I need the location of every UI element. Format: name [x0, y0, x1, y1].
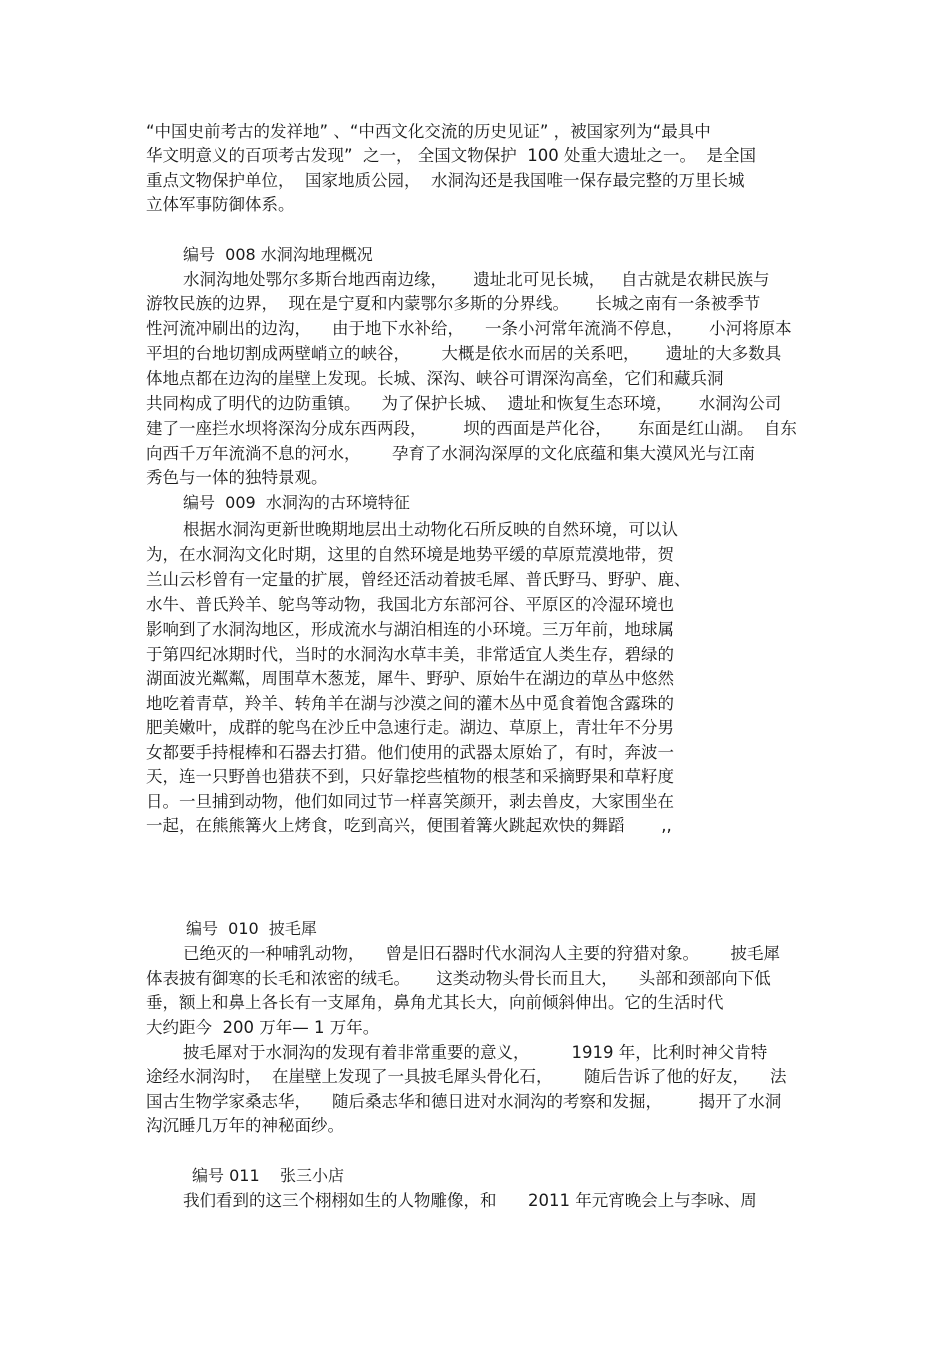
- section-009-line: 地吃着青草，羚羊、转角羊在湖与沙漠之间的灌木丛中觅食着饱含露珠的: [146, 694, 674, 713]
- section-009-line: 影响到了水洞沟地区，形成流水与湖泊相连的小环境。三万年前，地球属: [146, 620, 674, 639]
- section-008-line: 性河流冲刷出的边沟， 由于地下水补给， 一条小河常年流淌不停息， 小河将原本: [146, 319, 792, 338]
- intro-line: 重点文物保护单位， 国家地质公园， 水洞沟还是我国唯一保存最完整的万里长城: [146, 171, 745, 190]
- section-011-heading: 编号 011 张三小店: [192, 1166, 344, 1185]
- section-008-line: 向西千万年流淌不息的河水， 孕育了水洞沟深厚的文化底蕴和集大漠风光与江南: [146, 444, 755, 463]
- section-009-line: 为，在水洞沟文化时期，这里的自然环境是地势平缓的草原荒漠地带，贺: [146, 545, 674, 564]
- section-009-line: 女都要手持棍棒和石器去打猎。他们使用的武器太原始了，有时，奔波一: [146, 743, 674, 762]
- section-010-line: 披毛犀对于水洞沟的发现有着非常重要的意义， 1919 年，比利时神父肯特: [183, 1043, 768, 1062]
- section-009-line: 于第四纪冰期时代，当时的水洞沟水草丰美，非常适宜人类生存，碧绿的: [146, 645, 674, 664]
- section-008-line: 平坦的台地切割成两壁峭立的峡谷， 大概是依水而居的关系吧， 遗址的大多数具: [146, 344, 782, 363]
- intro-line: “中国史前考古的发祥地” 、“中西文化交流的历史见证” ，被国家列为“最具中: [146, 122, 711, 141]
- intro-line: 立体军事防御体系。: [146, 195, 295, 214]
- section-008-line: 游牧民族的边界， 现在是宁夏和内蒙鄂尔多斯的分界线。 长城之南有一条被季节: [146, 294, 761, 313]
- section-009-line: 肥美嫩叶，成群的鸵鸟在沙丘中急速行走。湖边、草原上，青壮年不分男: [146, 718, 674, 737]
- intro-line: 华文明意义的百项考古发现” 之一， 全国文物保护 100 处重大遗址之一。 是全国: [146, 146, 757, 165]
- section-010-line: 大约距今 200 万年— 1 万年。: [146, 1018, 380, 1037]
- section-009-line: 日。一旦捕到动物，他们如同过节一样喜笑颜开，剥去兽皮，大家围坐在: [146, 792, 674, 811]
- section-010-line: 已绝灭的一种哺乳动物， 曾是旧石器时代水洞沟人主要的狩猎对象。 披毛犀: [183, 944, 780, 963]
- section-011-line: 我们看到的这三个栩栩如生的人物雕像，和 2011 年元宵晚会上与李咏、周: [183, 1191, 757, 1210]
- section-010-line: 体表披有御寒的长毛和浓密的绒毛。 这类动物头骨长而且大， 头部和颈部向下低: [146, 969, 771, 988]
- section-010-line: 垂，额上和鼻上各长有一支犀角，鼻角尤其长大，向前倾斜伸出。它的生活时代: [146, 993, 724, 1012]
- section-010-heading: 编号 010 披毛犀: [186, 919, 317, 938]
- section-010-line: 国古生物学家桑志华， 随后桑志华和德日进对水洞沟的考察和发掘， 揭开了水洞: [146, 1092, 782, 1111]
- section-009-line: 兰山云杉曾有一定量的扩展，曾经还活动着披毛犀、普氏野马、野驴、鹿、: [146, 570, 691, 589]
- section-009-heading: 编号 009 水洞沟的古环境特征: [183, 493, 410, 512]
- section-010-line: 途经水洞沟时， 在崖壁上发现了一具披毛犀头骨化石， 随后告诉了他的好友， 法: [146, 1067, 787, 1086]
- section-008-line: 建了一座拦水坝将深沟分成东西两段， 坝的西面是芦化谷， 东面是红山湖。 自东: [146, 419, 797, 438]
- section-009-line: 水牛、普氏羚羊、鸵鸟等动物，我国北方东部河谷、平原区的冷湿环境也: [146, 595, 674, 614]
- section-008-line: 体地点都在边沟的崖壁上发现。长城、深沟、峡谷可谓深沟高垒，它们和藏兵洞: [146, 369, 724, 388]
- section-008-line: 秀色与一体的独特景观。: [146, 468, 328, 487]
- section-009-line: 湖面波光粼粼，周围草木葱茏，犀牛、野驴、原始牛在湖边的草丛中悠然: [146, 669, 674, 688]
- section-008-line: 共同构成了明代的边防重镇。 为了保护长城、 遗址和恢复生态环境， 水洞沟公司: [146, 394, 782, 413]
- section-008-line: 水洞沟地处鄂尔多斯台地西南边缘， 遗址北可见长城， 自古就是农耕民族与: [183, 270, 770, 289]
- section-009-line: 天，连一只野兽也猎获不到，只好靠挖些植物的根茎和采摘野果和草籽度: [146, 767, 674, 786]
- section-009-line: 一起，在熊熊篝火上烤食，吃到高兴，便围着篝火跳起欢快的舞蹈 ,,: [146, 816, 672, 835]
- section-008-heading: 编号 008 水洞沟地理概况: [183, 245, 373, 264]
- section-010-line: 沟沉睡几万年的神秘面纱。: [146, 1116, 344, 1135]
- section-009-line: 根据水洞沟更新世晚期地层出土动物化石所反映的自然环境，可以认: [183, 520, 678, 539]
